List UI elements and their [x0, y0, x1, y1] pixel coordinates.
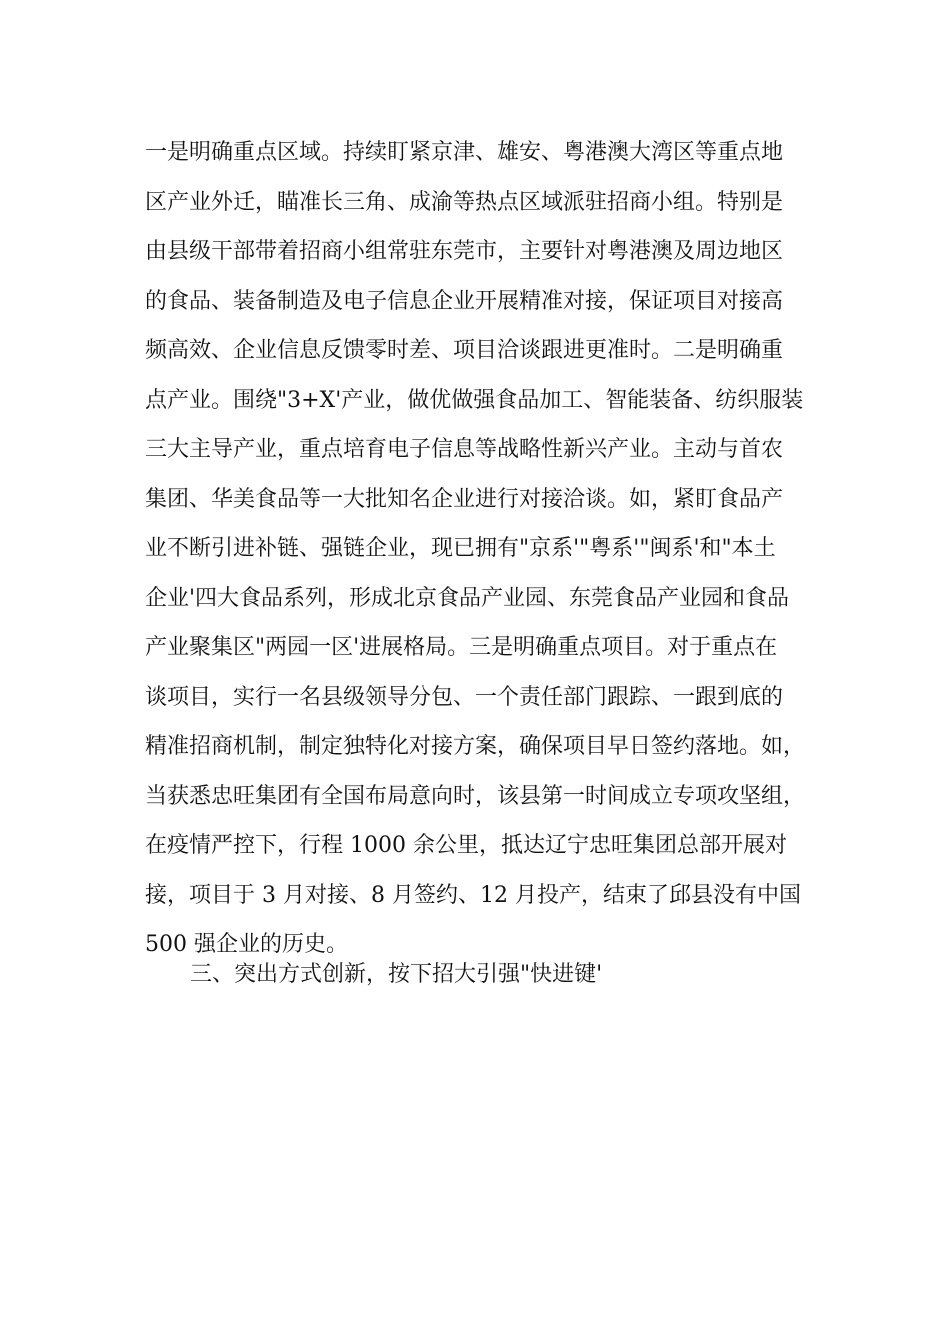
section-heading: 三、突出方式创新，按下招大引强"快进键'	[190, 962, 603, 987]
paragraph-line: 精准招商机制，制定独特化对接方案，确保项目早日签约落地。如，	[145, 734, 806, 759]
paragraph-line: 谈项目，实行一名县级领导分包、一个责任部门跟踪、一跟到底的	[145, 684, 784, 710]
body-paragraph	[145, 128, 825, 970]
paragraph-line: 500 强企业的历史。	[145, 932, 348, 957]
paragraph-line: 一是明确重点区域。持续盯紧京津、雄安、粤港澳大湾区等重点地	[145, 140, 784, 165]
paragraph-line: 集团、华美食品等一大批知名企业进行对接洽谈。如，紧盯食品产	[145, 486, 784, 512]
paragraph-line: 当获悉忠旺集团有全国布局意向时，该县第一时间成立专项攻坚组，	[145, 783, 806, 809]
paragraph-line: 点产业。围绕"3+X'产业，做优做强食品加工、智能装备、纺织服装	[145, 387, 804, 413]
paragraph-line: 业不断引进补链、强链企业，现已拥有"京系'"粤系'"闽系'和"本土	[145, 536, 776, 561]
paragraph-line: 频高效、企业信息反馈零时差、项目洽谈跟进更准时。二是明确重	[145, 338, 784, 363]
paragraph-line: 三大主导产业，重点培育电子信息等战略性新兴产业。主动与首农	[145, 437, 784, 462]
paragraph-line: 企业'四大食品系列，形成北京食品产业园、东莞食品产业园和食品	[145, 585, 790, 611]
paragraph-line: 产业聚集区"两园一区'进展格局。三是明确重点项目。对于重点在	[145, 635, 778, 660]
paragraph-line: 的食品、装备制造及电子信息企业开展精准对接，保证项目对接高	[145, 288, 784, 314]
paragraph-line: 区产业外迁，瞄准长三角、成渝等热点区域派驻招商小组。特别是	[145, 189, 784, 215]
paragraph-line: 接，项目于 3 月对接、8 月签约、12 月投产，结束了邱县没有中国	[145, 882, 801, 908]
paragraph-line: 由县级干部带着招商小组常驻东莞市，主要针对粤港澳及周边地区	[145, 239, 784, 264]
paragraph-line: 在疫情严控下，行程 1000 余公里，抵达辽宁忠旺集团总部开展对	[145, 833, 787, 858]
